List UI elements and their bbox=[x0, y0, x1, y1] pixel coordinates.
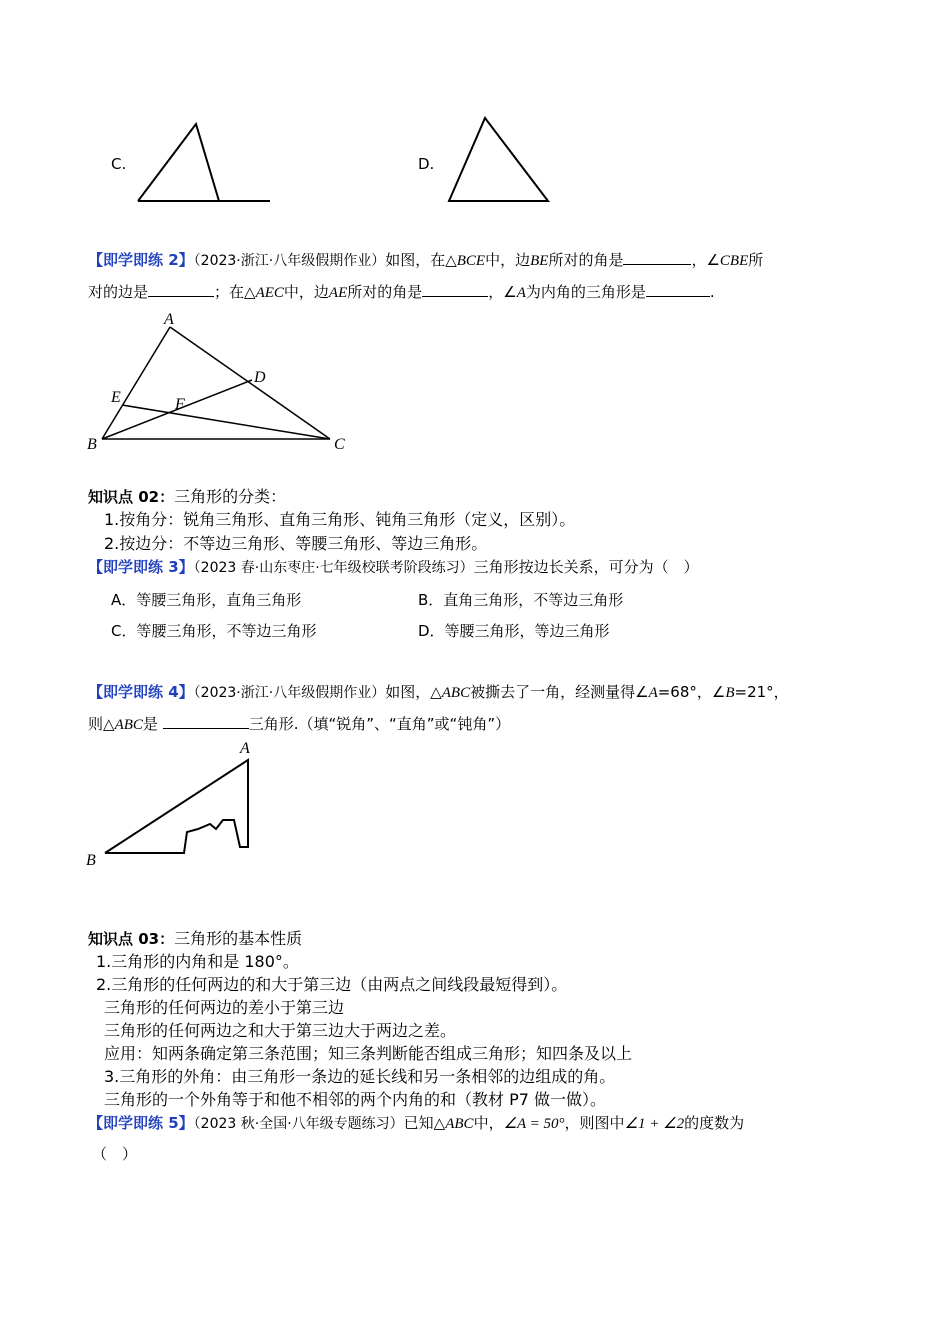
exercise-3-label: 【即学即练 3】 bbox=[88, 558, 194, 576]
segment-ec bbox=[122, 405, 330, 439]
exercise-3-option-d[interactable]: D．等腰三角形，等边三角形 bbox=[418, 622, 610, 640]
exercise-2-line-2: 对的边是 ；在△AEC中，边AE所对的角是 ，∠A为内角的三角形是 . bbox=[88, 283, 715, 301]
exercise-2-source: （2023·浙江·八年级假期作业） bbox=[193, 253, 386, 269]
answer-blank[interactable] bbox=[646, 282, 710, 297]
kp3-line-7: 三角形的一个外角等于和他不相邻的两个内角的和（教材 P7 做一做）。 bbox=[104, 1090, 607, 1109]
kp3-line-1: 1.三角形的内角和是 180°。 bbox=[96, 952, 299, 971]
triangle-c bbox=[138, 124, 219, 201]
triangle-symbol: △ bbox=[433, 1114, 446, 1132]
triangle-symbol: △ bbox=[103, 715, 115, 733]
answer-blank[interactable] bbox=[163, 714, 249, 729]
option-c-label: C. bbox=[111, 155, 127, 173]
triangle-symbol: △ bbox=[430, 683, 442, 701]
exercise-4-line-1: 【即学即练 4】（2023·浙江·八年级假期作业）如图，△ABC被撕去了一角，经测量得∠A=68°，∠B=21°， bbox=[88, 683, 789, 701]
exercise-3-option-b[interactable]: B．直角三角形，不等边三角形 bbox=[418, 591, 624, 609]
exercise-4-line-2: 则△ABC是 三角形.（填“锐角”、“直角”或“钝角”） bbox=[88, 715, 511, 733]
exercise-5-source: （2023 秋·全国·八年级专题练习） bbox=[193, 1116, 404, 1132]
exercise-3-source: （2023 春·山东枣庄·七年级校联考阶段练习） bbox=[193, 560, 474, 576]
exercise-2-figure bbox=[80, 305, 370, 460]
point-c-label: C bbox=[334, 436, 345, 453]
option-d-figure bbox=[440, 110, 560, 210]
option-c-figure bbox=[130, 115, 280, 210]
exercise-3-option-a[interactable]: A．等腰三角形，直角三角形 bbox=[111, 591, 302, 609]
kp2-line-2: 2.按边分：不等边三角形、等腰三角形、等边三角形。 bbox=[104, 534, 488, 553]
point-b-label: B bbox=[87, 436, 97, 453]
knowledge-point-2-title: 知识点 02：三角形的分类： bbox=[88, 487, 287, 506]
point-e-label: E bbox=[111, 389, 121, 406]
exercise-3-line: 【即学即练 3】（2023 春·山东枣庄·七年级校联考阶段练习）三角形按边长关系，可分为（ ） bbox=[88, 558, 699, 576]
exercise-5-line: 【即学即练 5】（2023 秋·全国·八年级专题练习）已知△ABC中，∠A = 50°，则图中∠1 + ∠2的度数为 bbox=[88, 1114, 745, 1132]
triangle-d bbox=[449, 118, 548, 201]
exercise-4-label: 【即学即练 4】 bbox=[88, 683, 194, 701]
option-d-label: D. bbox=[418, 155, 435, 173]
point-b-label: B bbox=[86, 852, 96, 869]
answer-blank[interactable] bbox=[623, 250, 691, 265]
answer-blank[interactable] bbox=[422, 282, 488, 297]
point-a-label: A bbox=[240, 740, 250, 757]
knowledge-point-3-title: 知识点 03：三角形的基本性质 bbox=[88, 929, 303, 948]
torn-triangle bbox=[105, 760, 248, 853]
point-d-label: D bbox=[254, 369, 266, 386]
kp2-line-1: 1.按角分：锐角三角形、直角三角形、钝角三角形（定义，区别）。 bbox=[104, 510, 576, 529]
kp3-line-4: 三角形的任何两边之和大于第三边大于两边之差。 bbox=[104, 1021, 457, 1040]
segment-ba bbox=[102, 327, 170, 439]
point-f-label: F bbox=[175, 396, 185, 413]
exercise-3-option-c[interactable]: C．等腰三角形，不等边三角形 bbox=[111, 622, 317, 640]
exercise-2-line-1: 【即学即练 2】（2023·浙江·八年级假期作业）如图，在△BCE中，边BE所对的角是 ，∠CBE所 bbox=[88, 251, 764, 269]
answer-blank[interactable] bbox=[148, 282, 214, 297]
exercise-4-figure bbox=[82, 735, 267, 870]
kp3-line-5: 应用：知两条确定第三条范围；知三条判断能否组成三角形；知四条及以上 bbox=[104, 1044, 633, 1063]
kp3-line-3: 三角形的任何两边的差小于第三边 bbox=[104, 998, 345, 1017]
exercise-5-answer-paren: （ ） bbox=[92, 1145, 138, 1163]
segment-ac bbox=[170, 327, 330, 439]
exercise-2-label: 【即学即练 2】 bbox=[88, 251, 194, 269]
exercise-5-label: 【即学即练 5】 bbox=[88, 1114, 194, 1132]
point-a-label: A bbox=[164, 311, 174, 328]
kp3-line-6: 3.三角形的外角：由三角形一条边的延长线和另一条相邻的边组成的角。 bbox=[104, 1067, 616, 1086]
kp3-line-2: 2.三角形的任何两边的和大于第三边（由两点之间线段最短得到）。 bbox=[96, 975, 568, 994]
exercise-4-source: （2023·浙江·八年级假期作业） bbox=[193, 685, 386, 701]
